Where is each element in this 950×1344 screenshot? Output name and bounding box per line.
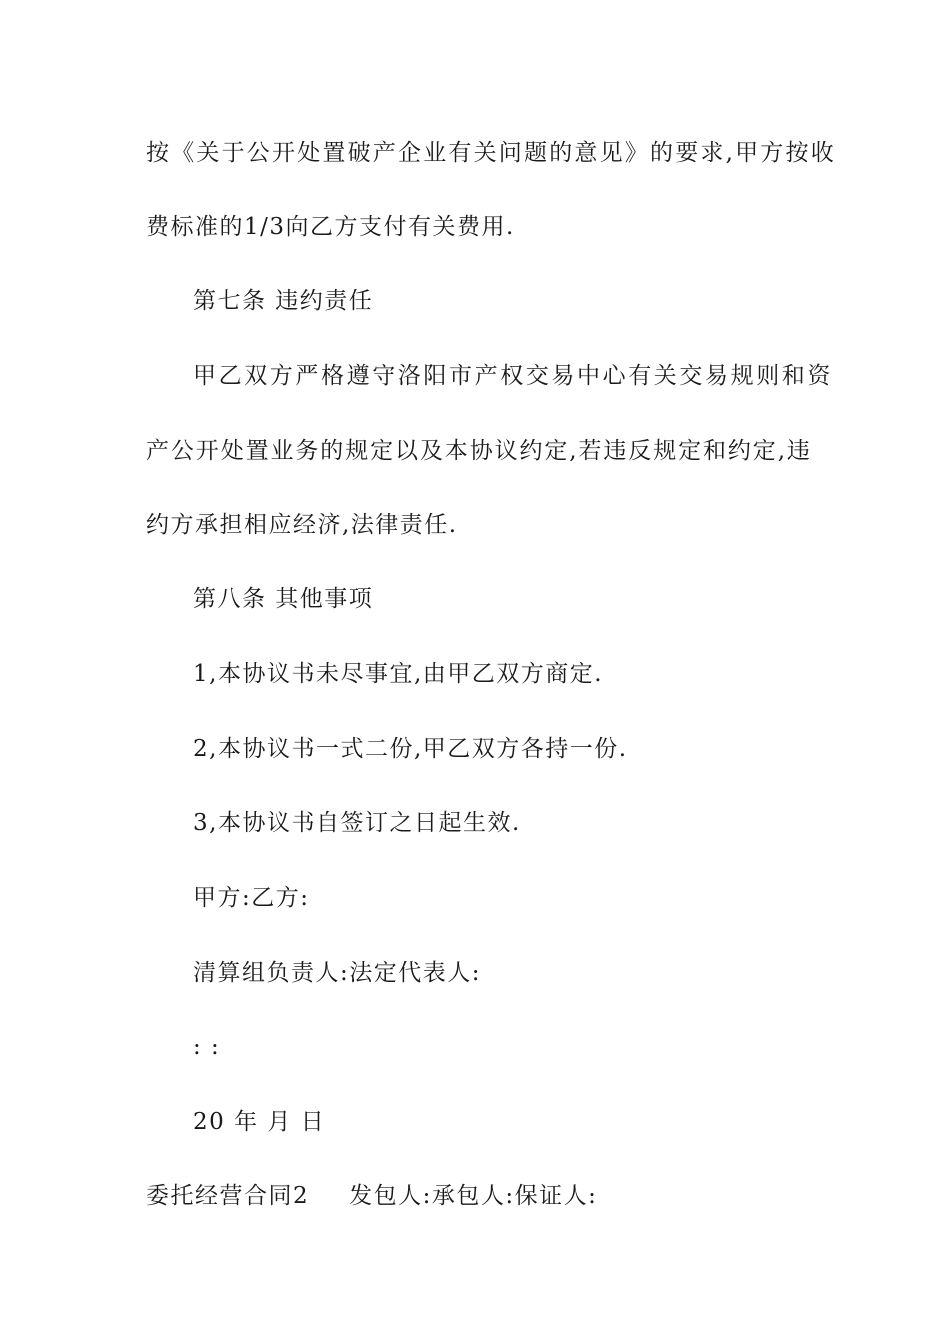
paragraph-text: 费标准的1/3向乙方支付有关费用. <box>146 214 515 240</box>
signature-parties-line: 甲方:乙方: <box>193 885 310 911</box>
paragraph-text: 产公开处置业务的规定以及本协议约定,若违反规定和约定,违 <box>146 438 812 464</box>
article-heading: 第七条 违约责任 <box>193 288 374 314</box>
contract-2-title: 委托经营合同2 <box>146 1183 310 1209</box>
paragraph-text: 约方承担相应经济,法律责任. <box>146 512 458 538</box>
contract-2-header <box>146 1181 597 1211</box>
paragraph-text: 按《关于公开处置破产企业有关问题的意见》的要求,甲方按收 <box>146 140 836 166</box>
list-item: 1,本协议书未尽事宜,由甲乙双方商定. <box>193 661 604 687</box>
signature-colons-line: : : <box>193 1034 221 1060</box>
signature-representatives-line: 清算组负责人:法定代表人: <box>193 960 481 986</box>
paragraph-text: 甲乙双方严格遵守洛阳市产权交易中心有关交易规则和资 <box>193 363 833 389</box>
contract-2-parties: 发包人:承包人:保证人: <box>349 1183 598 1209</box>
list-item: 3,本协议书自签订之日起生效. <box>193 810 521 836</box>
date-line: 20 年 月 日 <box>193 1109 326 1135</box>
article-heading: 第八条 其他事项 <box>193 586 374 612</box>
list-item: 2,本协议书一式二份,甲乙双方各持一份. <box>193 736 628 762</box>
